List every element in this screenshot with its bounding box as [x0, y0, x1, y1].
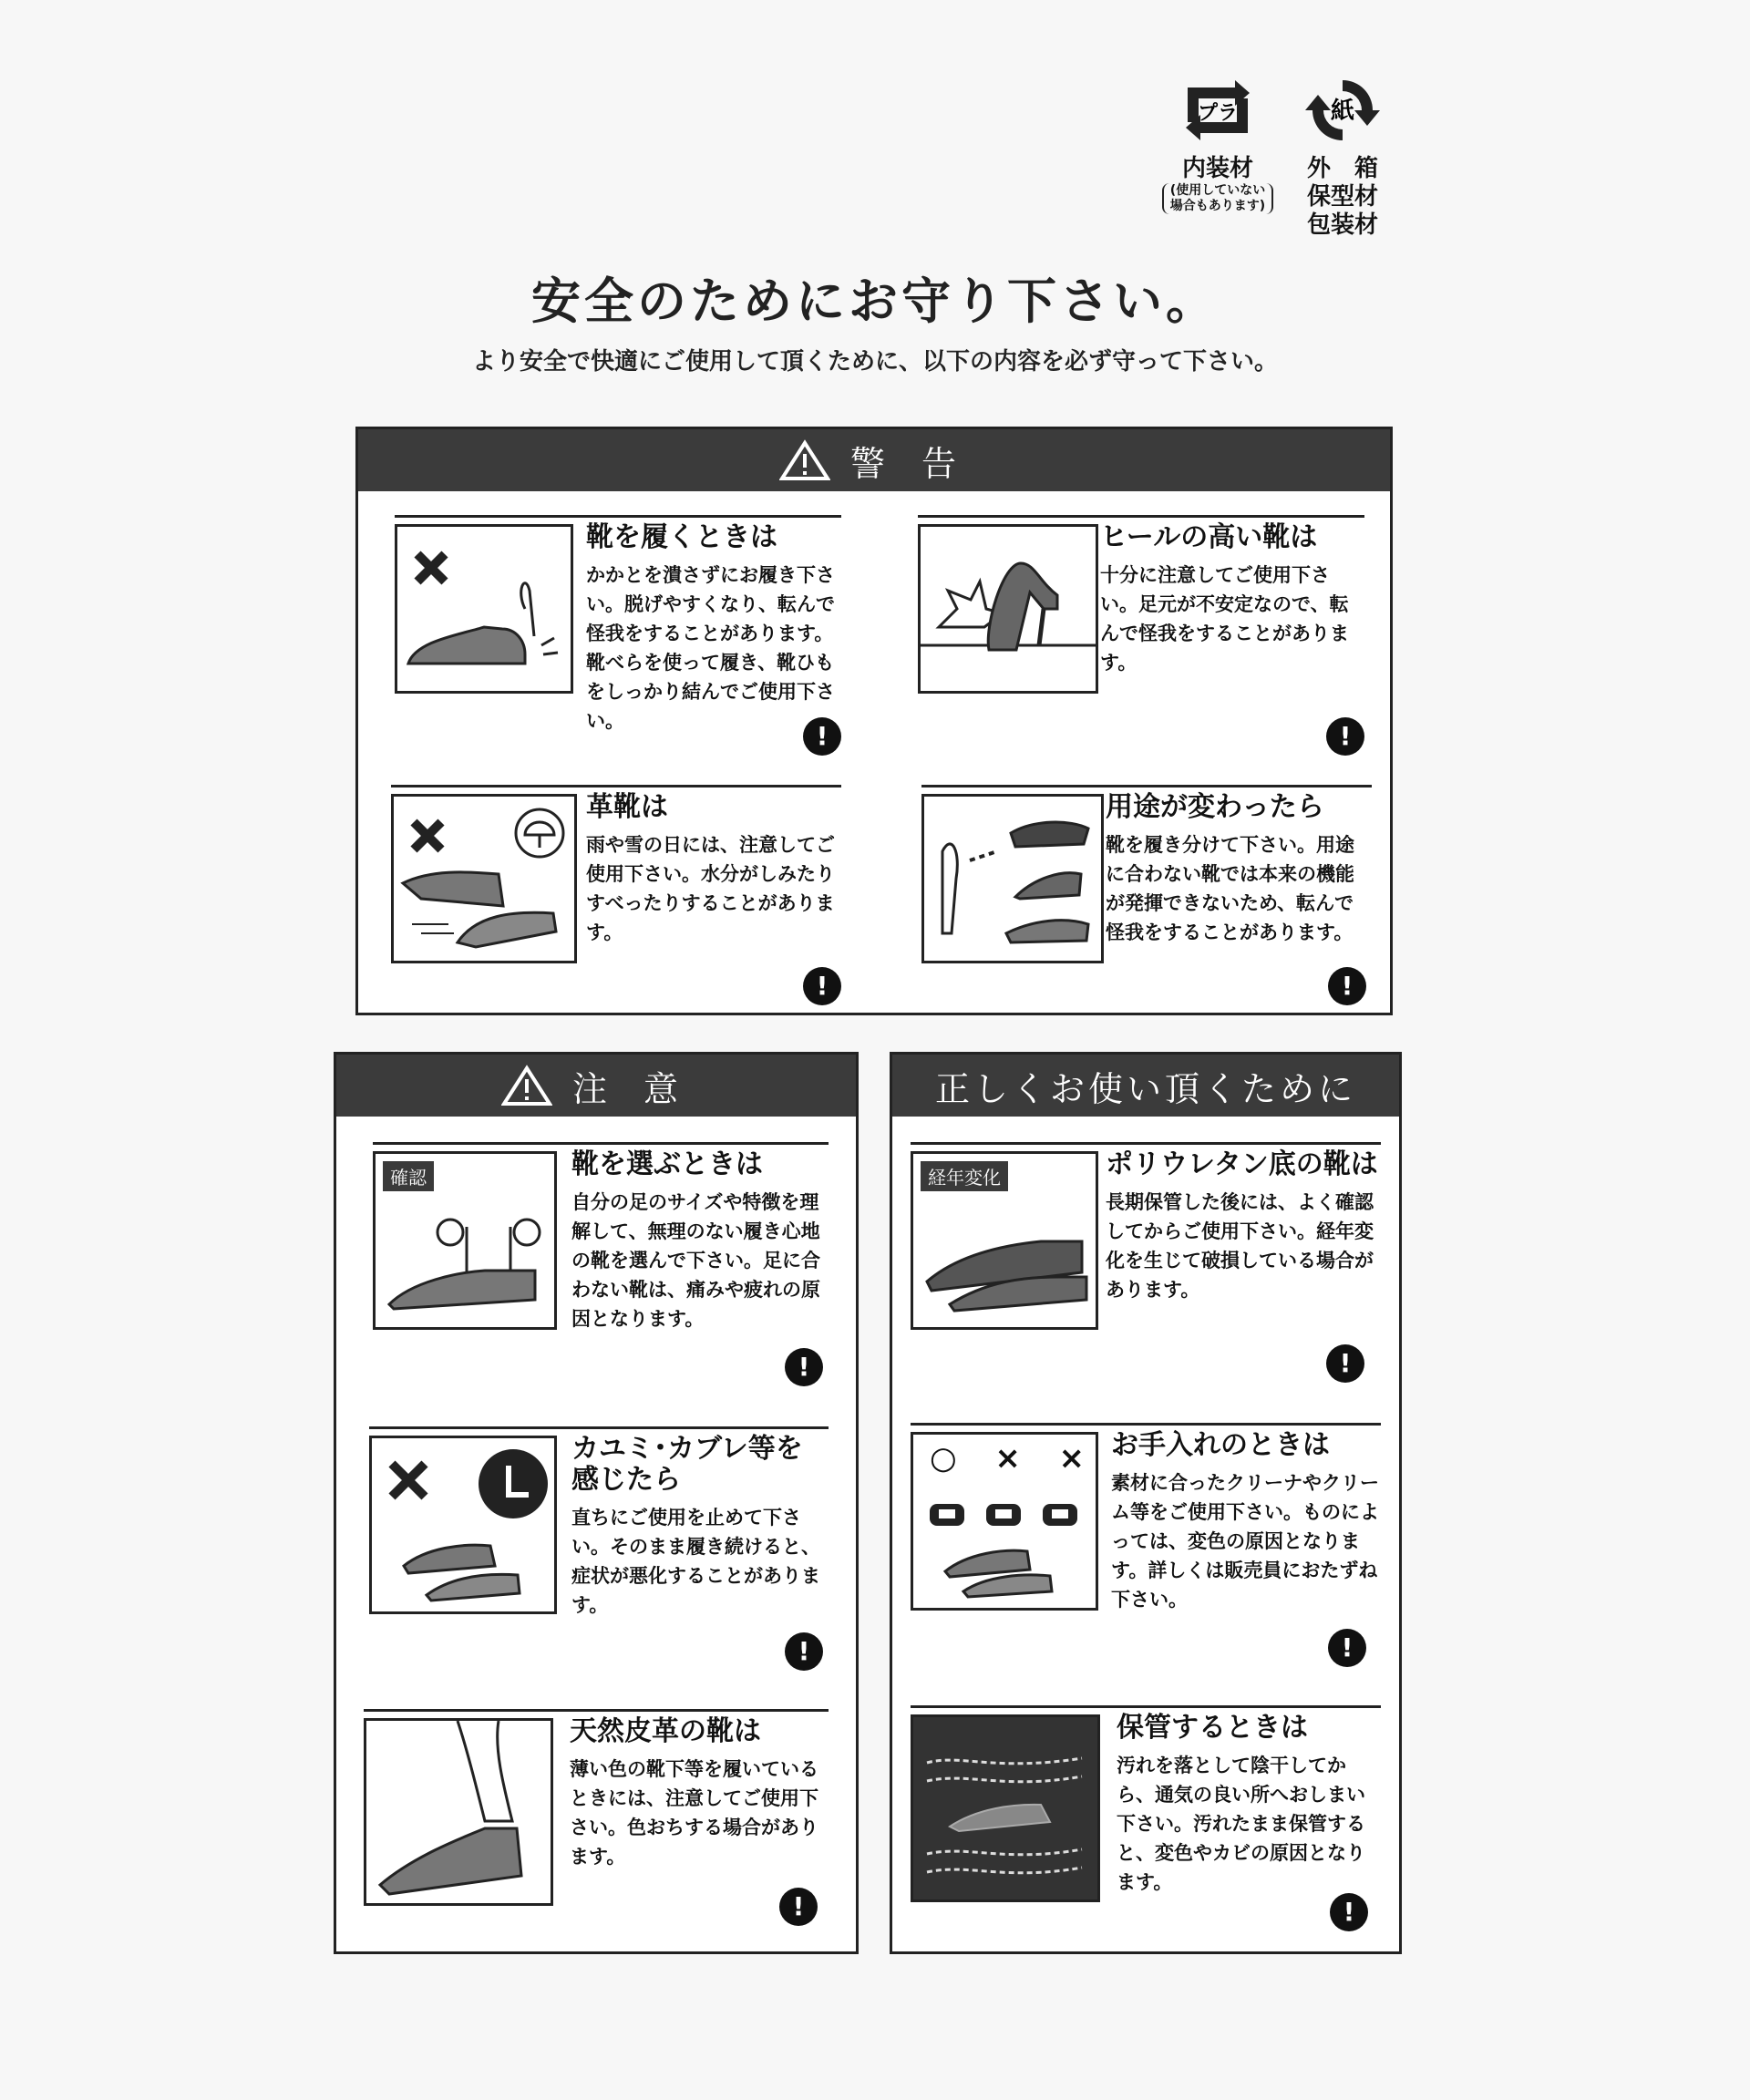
- warning-triangle-icon: [779, 439, 830, 481]
- item-body: かかとを潰さずにお履き下さい。脱げやすくなり、転んで怪我をすることがあります。靴べらを使って履き、靴ひもをしっかり結んでご使用下さい。: [586, 564, 835, 732]
- proper-item-storage: [911, 1705, 1381, 1939]
- proper-item-care: [911, 1423, 1381, 1669]
- item-body: 十分に注意してご使用下さい。足元が不安定なので、転んで怪我をすることがあります。: [1100, 564, 1349, 674]
- pla-note: (使用していない場合もあります): [1162, 183, 1273, 214]
- item-body: 雨や雪の日には、注意してご使用下さい。水分がしみたりすべったりすることがあります。: [586, 834, 835, 943]
- ng-symbol: ×: [1058, 1440, 1085, 1477]
- caution-item-itching: [369, 1426, 829, 1673]
- item-body: 長期保管した後には、よく確認してからご使用下さい。経年変化を生じて破損している場合があります。: [1106, 1191, 1374, 1301]
- warning-header: [358, 429, 1390, 491]
- aged-shoe-illustration: [911, 1151, 1098, 1330]
- item-title: 靴を履くときは: [586, 521, 777, 553]
- aging-tag: 経年変化: [921, 1161, 1008, 1191]
- item-title: 天然皮革の靴は: [570, 1715, 761, 1747]
- cross-mark-icon: [414, 822, 441, 849]
- ng-symbol: ×: [994, 1440, 1021, 1477]
- exclamation-icon: !: [785, 1632, 823, 1671]
- caution-item-choosing: [373, 1142, 829, 1388]
- shoe-selection-illustration: [373, 1151, 557, 1330]
- care-symbols: [930, 1440, 1085, 1477]
- storage-airflow-illustration: [911, 1714, 1100, 1902]
- high-heel-illustration: [918, 524, 1098, 694]
- cross-mark-icon: [417, 554, 445, 582]
- caution-header-text: 注 意: [571, 1068, 692, 1109]
- item-title: カユミ･カブレ等を感じたら: [571, 1433, 803, 1496]
- item-title: ポリウレタン底の靴は: [1106, 1148, 1378, 1180]
- confirm-tag: 確認: [383, 1161, 434, 1191]
- cross-mark-icon: [392, 1464, 425, 1497]
- warning-panel: [355, 427, 1393, 1015]
- exclamation-icon: !: [779, 1888, 818, 1926]
- pla-recycle-icon: [1179, 75, 1257, 146]
- page-subtitle: より安全で快適にご使用して頂くために、以下の内容を必ず守って下さい。: [471, 348, 1278, 376]
- shoe-heel-illustration: [395, 524, 573, 694]
- item-body: 自分の足のサイズや特徴を理解して、無理のない履き心地の靴を選んで下さい。足に合わない靴は、痛みや疲れの原因となります。: [571, 1191, 820, 1330]
- paper-label-1: 外 箱: [1306, 155, 1378, 182]
- warning-item-purpose-change: [921, 785, 1372, 1004]
- paper-label-3: 包装材: [1306, 211, 1378, 239]
- pla-label: 内装材: [1181, 155, 1253, 182]
- item-title: 靴を選ぶときは: [571, 1148, 763, 1180]
- exclamation-icon: !: [1328, 967, 1366, 1005]
- page-title: 安全のためにお守り下さい。: [531, 273, 1219, 330]
- paper-recycle-icon: [1303, 75, 1382, 146]
- paper-recycle-mark: [1292, 75, 1393, 240]
- item-body: 靴を履き分けて下さい。用途に合わない靴では本来の機能が発揮できないため、転んで怪我をすることがあります。: [1106, 834, 1354, 943]
- proper-use-header-text: 正しくお使い頂くために: [934, 1068, 1356, 1109]
- exclamation-icon: !: [803, 967, 841, 1005]
- caution-panel: [334, 1052, 859, 1954]
- item-title: 用途が変わったら: [1106, 791, 1324, 823]
- warning-header-text: 警 告: [849, 443, 970, 484]
- paper-label-2: 保型材: [1306, 183, 1378, 211]
- ok-symbol: ○: [930, 1440, 957, 1477]
- proper-use-panel: [890, 1052, 1402, 1954]
- exclamation-icon: !: [1330, 1893, 1368, 1931]
- leg-shoe-illustration: [364, 1718, 553, 1906]
- leather-shoe-rain-illustration: [391, 794, 577, 963]
- exclamation-icon: !: [1326, 1344, 1364, 1383]
- exclamation-icon: !: [803, 717, 841, 756]
- caution-header: [336, 1055, 856, 1117]
- shoe-types-illustration: [921, 794, 1104, 963]
- proper-use-header: [892, 1055, 1399, 1117]
- item-title: 保管するときは: [1117, 1712, 1308, 1744]
- item-title: ヒールの高い靴は: [1100, 521, 1318, 553]
- exclamation-icon: !: [1328, 1629, 1366, 1667]
- warning-item-leather-shoes: [391, 785, 841, 1004]
- item-body: 薄い色の靴下等を履いているときには、注意してご使用下さい。色おちする場合があります。: [570, 1758, 818, 1868]
- warning-triangle-icon: [501, 1065, 552, 1107]
- warning-item-high-heels: [918, 515, 1364, 752]
- caution-item-natural-leather: [364, 1709, 829, 1937]
- exclamation-icon: !: [1326, 717, 1364, 756]
- pla-symbol-text: プラ: [1197, 102, 1239, 125]
- item-body: 直ちにご使用を止めて下さい。そのまま履き続けると、症状が悪化することがあります。: [571, 1507, 820, 1616]
- item-title: お手入れのときは: [1111, 1429, 1330, 1461]
- pla-recycle-mark: [1159, 75, 1276, 214]
- cleaner-cream-illustration: [911, 1432, 1098, 1611]
- paper-symbol-text: 紙: [1330, 98, 1355, 125]
- item-title: 革靴は: [586, 791, 668, 823]
- item-body: 素材に合ったクリーナやクリーム等をご使用下さい。ものによっては、変色の原因となります。詳しくは販売員におたずね下さい。: [1111, 1472, 1379, 1611]
- warning-item-putting-on: [395, 515, 841, 752]
- foot-irritation-illustration: [369, 1436, 557, 1614]
- item-body: 汚れを落として陰干してから、通気の良い所へおしまい下さい。汚れたまま保管すると、変色やカビの原因となります。: [1117, 1755, 1365, 1893]
- proper-item-polyurethane: [911, 1142, 1381, 1388]
- exclamation-icon: !: [785, 1348, 823, 1386]
